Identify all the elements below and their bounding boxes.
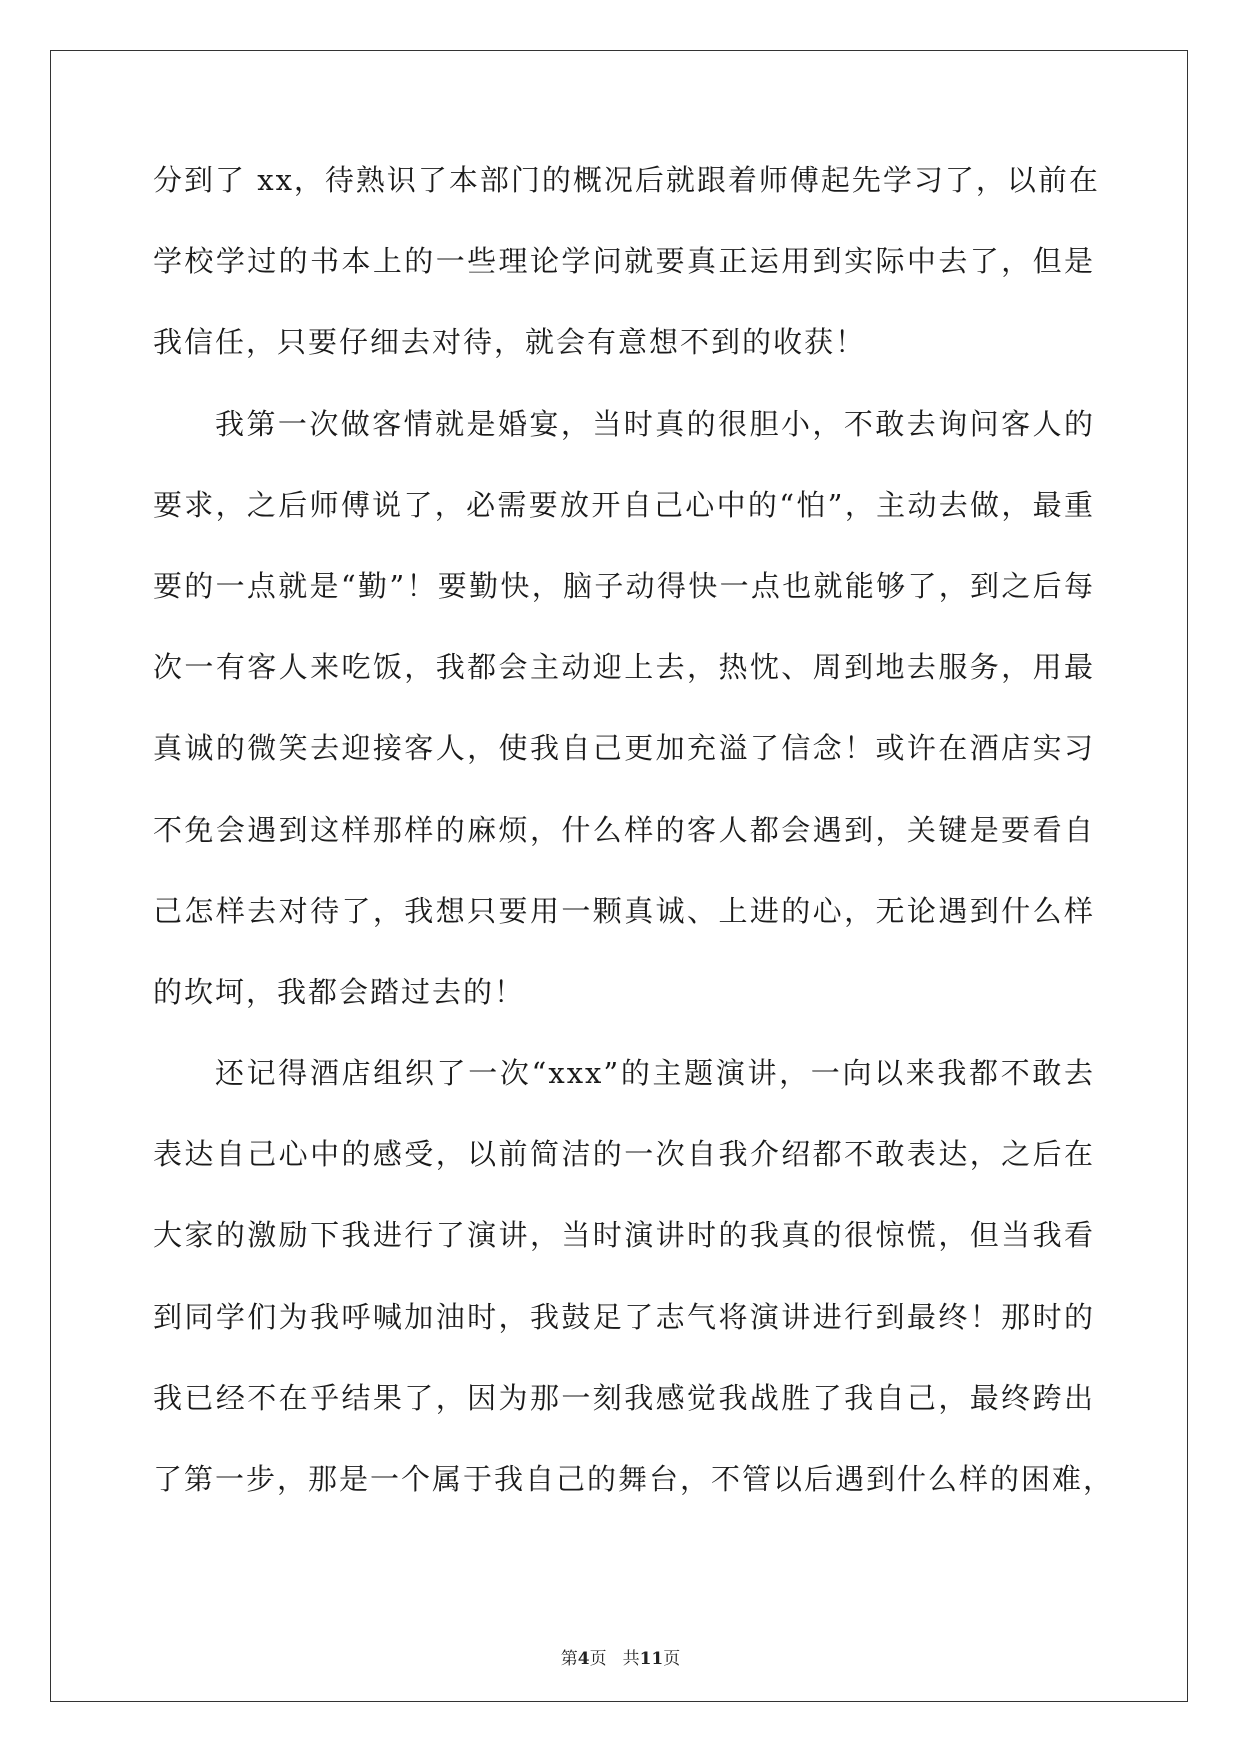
total-page-count: 11 <box>639 1649 664 1669</box>
text-line: 不免会遇到这样那样的麻烦，什么样的客人都会遇到，关键是要看自 <box>153 812 1095 847</box>
text-line: 我已经不在乎结果了，因为那一刻我感觉我战胜了我自己，最终跨出 <box>153 1380 1095 1415</box>
page-suffix: 页 <box>589 1649 607 1669</box>
text-line: 次一有客人来吃饭，我都会主动迎上去，热忱、周到地去服务，用最 <box>153 650 1095 685</box>
text-line: 了第一步，那是一个属于我自己的舞台，不管以后遇到什么样的困难， <box>153 1462 1115 1496</box>
text-line: 真诚的微笑去迎接客人，使我自己更加充溢了信念！或许在酒店实习 <box>153 731 1095 766</box>
text-line: 我信任，只要仔细去对待，就会有意想不到的收获！ <box>153 325 867 360</box>
document-body <box>153 160 1115 1540</box>
text-line: 分到了 xx，待熟识了本部门的概况后就跟着师傅起先学习了，以前在 <box>153 163 1100 197</box>
text-line: 要求，之后师傅说了，必需要放开自己心中的“怕”，主动去做，最重 <box>153 487 1095 522</box>
current-page-number: 4 <box>577 1649 590 1669</box>
text-line: 学校学过的书本上的一些理论学问就要真正运用到实际中去了，但是 <box>153 244 1095 279</box>
text-line: 己怎样去对待了，我想只要用一颗真诚、上进的心，无论遇到什么样 <box>153 893 1095 928</box>
text-line: 要的一点就是“勤”！要勤快，脑子动得快一点也就能够了，到之后每 <box>153 568 1095 603</box>
text-line: 我第一次做客情就是婚宴，当时真的很胆小，不敢去询问客人的 <box>215 406 1095 441</box>
text-line: 还记得酒店组织了一次“xxx”的主题演讲，一向以来我都不敢去 <box>215 1056 1095 1091</box>
text-line: 到同学们为我呼喊加油时，我鼓足了志气将演讲进行到最终！那时的 <box>153 1299 1095 1334</box>
page-footer <box>0 1644 1241 1669</box>
total-prefix: 共 <box>622 1649 640 1669</box>
text-line: 大家的激励下我进行了演讲，当时演讲时的我真的很惊慌，但当我看 <box>153 1218 1095 1253</box>
text-line: 的坎坷，我都会踏过去的！ <box>153 974 526 1009</box>
text-line: 表达自己心中的感受，以前简洁的一次自我介绍都不敢表达，之后在 <box>153 1137 1095 1172</box>
page-prefix: 第 <box>560 1649 578 1669</box>
total-suffix: 页 <box>663 1649 681 1669</box>
